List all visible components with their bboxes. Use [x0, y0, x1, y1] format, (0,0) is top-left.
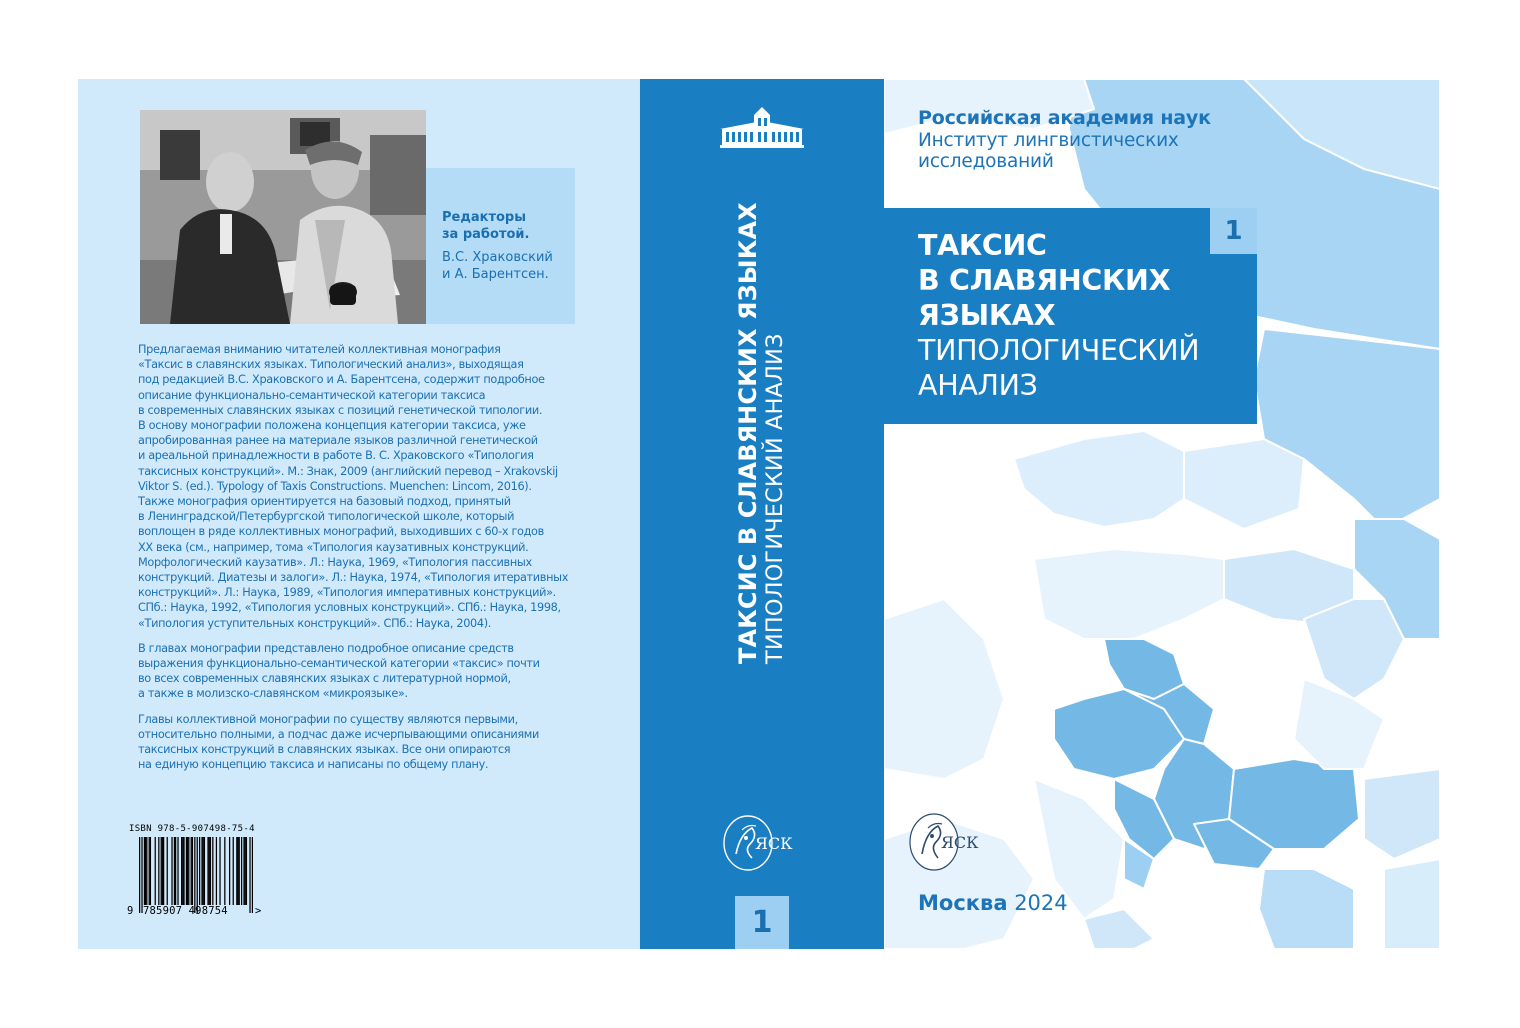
blurb-line: таксисных конструкций». М.: Знак, 2009 (английский перевод – Xrakovskij — [138, 464, 558, 478]
academy-name: Российская академия наук — [918, 107, 1211, 129]
barcode-bar — [249, 837, 250, 913]
barcode-bar — [155, 837, 156, 905]
institution-block — [918, 106, 1248, 172]
blurb-line: «Таксис в славянских языках. Типологический анализ», выходящая — [138, 358, 524, 372]
barcode-bar — [144, 837, 145, 905]
barcode-bar — [162, 837, 163, 905]
title-sub-line: ТИПОЛОГИЧЕСКИЙ — [918, 334, 1200, 367]
spine — [640, 79, 884, 949]
barcode-bar — [145, 837, 146, 905]
barcode-bar — [177, 837, 178, 905]
blurb-line: Морфологический каузатив». Л.: Наука, 1969, «Типология пассивных — [138, 555, 532, 569]
imprint-city: Москва — [918, 891, 1008, 915]
barcode-bar — [161, 837, 162, 905]
barcode-bar — [245, 837, 246, 905]
barcode-bar — [149, 837, 150, 905]
blurb-line: в современных славянских языках с позиций генетической типологии. — [138, 403, 543, 417]
barcode-bar — [187, 837, 188, 905]
barcode-bar — [233, 837, 234, 905]
blurb-paragraph — [138, 342, 618, 631]
institute-name-line: исследований — [918, 151, 1054, 172]
blurb-line: Также монография ориентируется на базовый подход, принятый — [138, 495, 511, 509]
barcode-bar — [181, 837, 182, 905]
blurb-line: выражения функционально-семантической категории «таксис» почти — [138, 657, 540, 671]
publisher-logo-icon — [722, 814, 802, 872]
barcode-bar — [252, 837, 253, 913]
barcode-bar — [236, 837, 237, 905]
blurb-line: и ареальной принадлежности в работе В. С. Храковского «Типология — [138, 449, 534, 463]
blurb-line: конструкций». Л.: Наука, 1989, «Типология императивных конструкций». — [138, 586, 556, 600]
spine-volume-number: 1 — [735, 896, 789, 949]
barcode-bar — [182, 837, 183, 905]
barcode-bar — [197, 837, 198, 913]
blurb-line: описание функционально-семантической категории таксиса — [138, 388, 486, 402]
back-cover — [78, 79, 640, 949]
barcode-bar — [207, 837, 208, 905]
publisher-logo-text: ЯСК — [755, 834, 793, 853]
photo-caption-box — [426, 168, 575, 324]
blurb-line: В главах монографии представлено подробное описание средств — [138, 641, 514, 655]
barcode-bar — [243, 837, 244, 905]
ean-first-digit: 9 — [127, 905, 134, 917]
book-title — [918, 228, 1248, 403]
blurb-line: в Ленинградской/Петербургской типологической школе, который — [138, 510, 515, 524]
barcode-bar — [194, 837, 195, 913]
blurb-line: воплощен в ряде коллективных монографий, выходивших с 60-х годов — [138, 525, 544, 539]
back-cover-blurb — [138, 342, 618, 782]
title-sub-line: АНАЛИЗ — [918, 369, 1038, 402]
ean-digits: 785907 498754 — [143, 905, 228, 917]
barcode-bar — [150, 837, 151, 905]
blurb-line: во всех современных славянских языках с литературной нормой, — [138, 672, 511, 686]
blurb-line: конструкций. Диатезы и залоги». Л.: Наука, 1974, «Типология итеративных — [138, 571, 569, 585]
front-volume-number: 1 — [1210, 208, 1257, 254]
blurb-line: таксисных конструкций в славянских языках. Все они опираются — [138, 743, 511, 757]
barcode-bar — [237, 837, 238, 905]
blurb-paragraph — [138, 641, 618, 702]
barcode-bar — [229, 837, 230, 905]
barcode-bar — [219, 837, 220, 905]
blurb-paragraph — [138, 712, 618, 773]
institute-building-icon — [720, 107, 804, 149]
blurb-line: апробированная ранее на материале языков различной генетической — [138, 434, 538, 448]
barcode-bar — [183, 837, 184, 905]
blurb-line: относительно полными, а подчас даже исчерпывающими описаниями — [138, 727, 539, 741]
barcode-bar — [141, 837, 142, 913]
barcode-bar — [186, 837, 187, 905]
caption-editor-line: и А. Барентсен. — [442, 267, 549, 282]
barcode-bar — [239, 837, 240, 905]
barcode-bar — [204, 837, 205, 905]
barcode-bar — [158, 837, 159, 905]
barcode-bar — [201, 837, 202, 905]
blurb-line: Viktor S. (ed.). Typology of Taxis Constructions. Muenchen: Lincom, 2016). — [138, 479, 532, 493]
spine-title — [734, 202, 788, 664]
book-cover-spread — [78, 79, 1440, 949]
title-main-line: ТАКСИС — [918, 229, 1047, 262]
barcode-bar — [191, 837, 192, 905]
title-main-line: ЯЗЫКАХ — [918, 299, 1056, 332]
barcode-bar — [203, 837, 204, 905]
barcode-bars — [139, 837, 253, 913]
barcode-bar — [209, 837, 210, 905]
imprint — [918, 891, 1068, 915]
barcode-bar — [171, 837, 172, 905]
editors-photo — [140, 110, 426, 324]
blurb-line: В основу монографии положена концепция категории таксиса, уже — [138, 419, 526, 433]
spine-title-main: ТАКСИС В СЛАВЯНСКИХ ЯЗЫКАХ — [734, 202, 762, 664]
barcode-bar — [174, 837, 175, 905]
blurb-line: «Типология уступительных конструкций». СПб.: Наука, 2004). — [138, 616, 492, 630]
blurb-line: а также в молизско-славянском «микроязыке». — [138, 687, 408, 701]
barcode-bar — [224, 837, 225, 905]
barcode-bar — [210, 837, 211, 905]
barcode-bar — [199, 837, 200, 905]
barcode-bar — [175, 837, 176, 905]
blurb-line: под редакцией В.С. Храковского и А. Барентсена, содержит подробное — [138, 373, 545, 387]
spine-title-sub: ТИПОЛОГИЧЕСКИЙ АНАЛИЗ — [762, 333, 788, 664]
institute-name-line: Институт лингвистических — [918, 130, 1179, 151]
front-cover — [884, 79, 1440, 949]
barcode-bar — [146, 837, 147, 905]
barcode-bar — [246, 837, 247, 905]
barcode-bar — [188, 837, 189, 905]
ean-quiet-zone-arrow: > — [255, 905, 262, 917]
barcode-bar — [212, 837, 213, 905]
publisher-logo-text: ЯСК — [941, 833, 979, 852]
caption-title-line: Редакторы — [442, 210, 526, 225]
caption-editor-line: В.С. Храковский — [442, 250, 553, 265]
blurb-line: на единую концепцию таксиса и написаны по общему плану. — [138, 758, 489, 772]
blurb-line: XX века (см., например, тома «Типология каузативных конструкций. — [138, 540, 529, 554]
barcode-bar — [192, 837, 193, 905]
caption-title-line: за работой. — [442, 227, 530, 242]
title-main-line: В СЛАВЯНСКИХ — [918, 264, 1171, 297]
barcode-bar — [167, 837, 168, 905]
barcode-bar — [139, 837, 140, 913]
isbn-label: ISBN 978-5-907498-75-4 — [129, 824, 255, 834]
imprint-year: 2024 — [1014, 891, 1068, 915]
isbn-barcode — [127, 822, 267, 934]
title-panel — [884, 208, 1257, 424]
blurb-line: СПб.: Наука, 1992, «Типология условных конструкций». СПб.: Наука, 1998, — [138, 601, 561, 615]
blurb-line: Главы коллективной монографии по существу являются первыми, — [138, 712, 518, 726]
publisher-logo-icon — [908, 812, 992, 872]
barcode-bar — [163, 837, 164, 905]
barcode-bar — [216, 837, 217, 905]
blurb-line: Предлагаемая вниманию читателей коллективная монография — [138, 343, 501, 356]
barcode-bar — [241, 837, 242, 905]
